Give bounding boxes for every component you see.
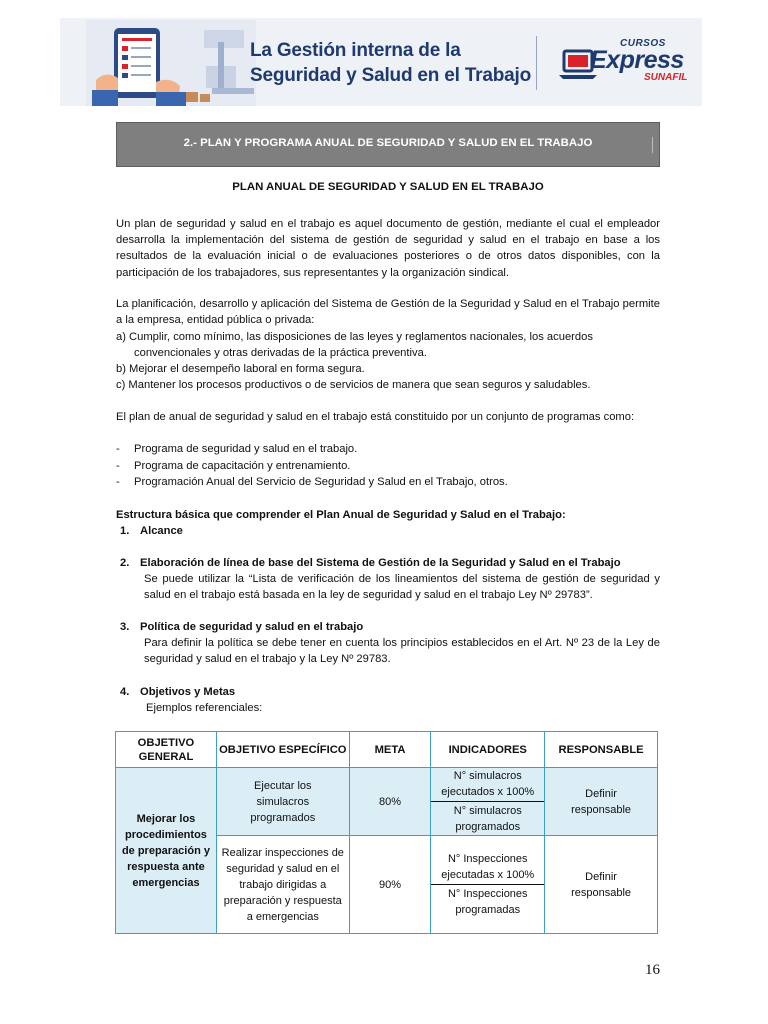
header-specific-objective: OBJETIVO ESPECÍFICO <box>216 732 349 768</box>
header-responsible: RESPONSABLE <box>545 732 658 768</box>
structure-heading: Estructura básica que comprender el Plan Anual de Seguridad y Salud en el Trabajo: <box>116 509 566 521</box>
specific-objective-cell: Ejecutar los simulacros programados <box>216 768 349 836</box>
banner-title-line2: Seguridad y Salud en el Trabajo <box>250 65 531 86</box>
indicator-numerator: N° simulacros ejecutados x 100% <box>431 768 544 802</box>
header-banner <box>60 18 702 106</box>
indicator-cell <box>431 836 545 934</box>
table-row <box>116 768 658 836</box>
planning-item-c: c) Mantener los procesos productivos o de servicios de manera que sean seguros y saludables. <box>116 379 591 391</box>
program-item-text: Programa de capacitación y entrenamiento. <box>134 460 351 472</box>
page-number: 16 <box>645 962 660 978</box>
indicator-denominator: N° simulacros programados <box>453 805 522 833</box>
logo-sunafil-text: SUNAFIL <box>644 72 688 83</box>
structure-item-title: Política de seguridad y salud en el trabajo <box>140 621 364 633</box>
responsible-cell: Definir responsable <box>545 836 658 934</box>
header-general-objective: OBJETIVO GENERAL <box>116 732 217 768</box>
indicator-numerator: N° Inspecciones ejecutadas x 100% <box>431 851 544 885</box>
dash-bullet: - <box>116 443 120 455</box>
logo-cursos-text: CURSOS <box>620 38 666 49</box>
indicator-denominator: N° Inspecciones programadas <box>447 888 528 916</box>
section-heading-bar <box>116 122 660 167</box>
logo-express-text: Express <box>590 46 684 74</box>
structure-item-2 <box>116 555 660 571</box>
dash-bullet: - <box>116 476 120 488</box>
header-meta: META <box>349 732 431 768</box>
meta-cell: 90% <box>349 836 431 934</box>
banner-title <box>250 38 531 88</box>
section-bar-tick <box>652 137 653 153</box>
dash-bullet: - <box>116 460 120 472</box>
program-item <box>116 458 660 474</box>
planning-item-a-line1: a) Cumplir, como mínimo, las disposiciones de las leyes y reglamentos nacionales, los acuerdos <box>116 331 593 343</box>
structure-item-number: 1. <box>120 525 130 537</box>
banner-title-line1: La Gestión interna de la <box>250 40 461 61</box>
program-item <box>116 441 660 457</box>
program-item <box>116 474 660 490</box>
general-objective-cell: Mejorar los procedimientos de preparación y respuesta ante emergencias <box>116 768 217 934</box>
banner-divider <box>536 36 537 90</box>
cursos-express-logo <box>558 38 688 88</box>
structure-item-2-body: Se puede utilizar la “Lista de verificación de los lineamientos del sistema de gestión de seguridad y salud en el trabajo está basada en la ley de seguridad y salud en el trabajo Ley Nº 29783”. <box>144 573 660 602</box>
structure-item-number: 2. <box>120 557 130 569</box>
structure-item-1 <box>116 523 660 539</box>
objectives-table <box>115 731 658 934</box>
structure-item-number: 4. <box>120 686 130 698</box>
structure-item-title: Alcance <box>140 525 183 537</box>
structure-item-title: Elaboración de línea de base del Sistema de Gestión de la Seguridad y Salud en el Trabajo <box>140 557 621 569</box>
tablet-checklist-illustration <box>86 20 256 106</box>
header-indicators: INDICADORES <box>431 732 545 768</box>
document-title: PLAN ANUAL DE SEGURIDAD Y SALUD EN EL TRABAJO <box>232 181 544 193</box>
programs-paragraph: El plan de anual de seguridad y salud en el trabajo está constituido por un conjunto de programas como: <box>116 411 635 423</box>
specific-objective-cell: Realizar inspecciones de seguridad y salud en el trabajo dirigidas a preparación y respuesta a emergencias <box>216 836 349 934</box>
table-header-row <box>116 732 658 768</box>
section-heading-text: 2.- PLAN Y PROGRAMA ANUAL DE SEGURIDAD Y SALUD EN EL TRABAJO <box>183 137 593 149</box>
program-item-text: Programa de seguridad y salud en el trabajo. <box>134 443 358 455</box>
structure-item-number: 3. <box>120 621 130 633</box>
meta-cell: 80% <box>349 768 431 836</box>
structure-item-4 <box>116 684 660 700</box>
planning-item-a-line2: convencionales y otras derivadas de la práctica preventiva. <box>134 347 427 359</box>
structure-item-title: Objetivos y Metas <box>140 686 236 698</box>
structure-item-3 <box>116 619 660 635</box>
responsible-cell: Definir responsable <box>545 768 658 836</box>
planning-paragraph: La planificación, desarrollo y aplicación del Sistema de Gestión de la Seguridad y Salud en el Trabajo permite a la empresa, entidad pública o privada: <box>116 298 660 327</box>
structure-item-3-body: Para definir la política se debe tener en cuenta los principios establecidos en el Art. Nº 23 de la Ley de seguridad y salud en el trabajo y la Ley Nº 29783. <box>144 637 660 666</box>
program-item-text: Programación Anual del Servicio de Seguridad y Salud en el Trabajo, otros. <box>134 476 508 488</box>
structure-item-4-body: Ejemplos referenciales: <box>146 702 263 714</box>
planning-item-b: b) Mejorar el desempeño laboral en forma segura. <box>116 363 365 375</box>
intro-paragraph: Un plan de seguridad y salud en el trabajo es aquel documento de gestión, mediante el cual el empleador desarrolla la implementación del sistema de gestión de seguridad y salud en el trabajo en base a los resultados de la evaluación inicial o de evaluaciones posteriores o de otros datos disponibles, con la participación de los trabajadores, sus representantes y la organización sindical. <box>116 218 660 279</box>
indicator-cell <box>431 768 545 836</box>
